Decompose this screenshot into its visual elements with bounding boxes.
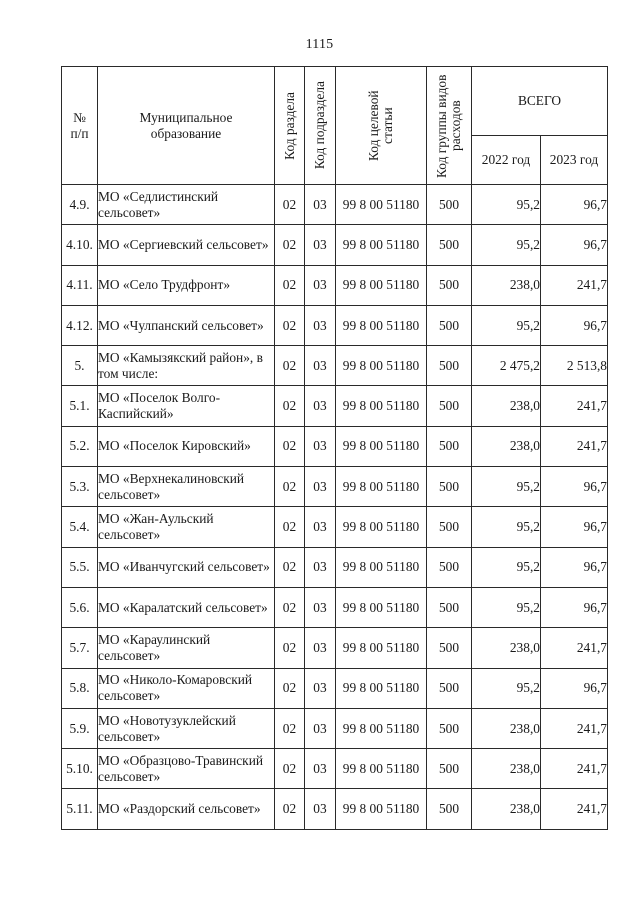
cell-section-code: 02	[275, 587, 305, 627]
cell-num: 5.5.	[62, 547, 98, 587]
table-row	[62, 346, 608, 386]
cell-target-code: 99 8 00 51180	[336, 467, 427, 507]
cell-section-code: 02	[275, 547, 305, 587]
cell-section-code: 02	[275, 346, 305, 386]
header-target-code-label: Код целевой статьи	[366, 90, 395, 161]
cell-expense-group: 500	[427, 346, 472, 386]
cell-num: 4.12.	[62, 305, 98, 345]
header-total-label: ВСЕГО	[517, 93, 562, 108]
cell-section-code: 02	[275, 185, 305, 225]
cell-target-code: 99 8 00 51180	[336, 225, 427, 265]
cell-section-code: 02	[275, 225, 305, 265]
cell-subsection-code: 03	[305, 426, 336, 466]
cell-municipality: МО «Село Трудфронт»	[98, 265, 275, 305]
cell-value-2022: 95,2	[472, 507, 541, 547]
cell-target-code: 99 8 00 51180	[336, 708, 427, 748]
cell-section-code: 02	[275, 668, 305, 708]
table-row	[62, 547, 608, 587]
cell-expense-group: 500	[427, 426, 472, 466]
table-header	[62, 67, 608, 185]
header-num	[62, 67, 98, 185]
header-year-2023	[541, 136, 608, 185]
cell-municipality: МО «Верхнекалиновский сельсовет»	[98, 467, 275, 507]
header-num-label: № п/п	[70, 109, 89, 141]
cell-target-code: 99 8 00 51180	[336, 628, 427, 668]
cell-municipality: МО «Николо-Комаровский сельсовет»	[98, 668, 275, 708]
cell-value-2022: 238,0	[472, 628, 541, 668]
cell-municipality: МО «Иванчугский сельсовет»	[98, 547, 275, 587]
cell-value-2023: 241,7	[541, 265, 608, 305]
cell-subsection-code: 03	[305, 225, 336, 265]
cell-value-2022: 95,2	[472, 185, 541, 225]
cell-section-code: 02	[275, 426, 305, 466]
cell-value-2023: 96,7	[541, 467, 608, 507]
cell-expense-group: 500	[427, 547, 472, 587]
cell-municipality: МО «Сергиевский сельсовет»	[98, 225, 275, 265]
cell-target-code: 99 8 00 51180	[336, 668, 427, 708]
header-year-2022-label: 2022 год	[481, 152, 531, 167]
cell-value-2023: 241,7	[541, 386, 608, 426]
cell-expense-group: 500	[427, 749, 472, 789]
table-row	[62, 426, 608, 466]
cell-municipality: МО «Поселок Кировский»	[98, 426, 275, 466]
cell-subsection-code: 03	[305, 749, 336, 789]
cell-municipality: МО «Новотузуклейский сельсовет»	[98, 708, 275, 748]
cell-value-2022: 2 475,2	[472, 346, 541, 386]
cell-section-code: 02	[275, 507, 305, 547]
cell-subsection-code: 03	[305, 346, 336, 386]
cell-value-2022: 95,2	[472, 467, 541, 507]
table-row	[62, 789, 608, 829]
cell-subsection-code: 03	[305, 265, 336, 305]
cell-value-2023: 96,7	[541, 547, 608, 587]
cell-value-2023: 96,7	[541, 587, 608, 627]
cell-value-2023: 241,7	[541, 789, 608, 829]
header-subsection-code-label: Код подраздела	[312, 81, 327, 170]
cell-municipality: МО «Образцово-Травинский сельсовет»	[98, 749, 275, 789]
cell-section-code: 02	[275, 265, 305, 305]
cell-subsection-code: 03	[305, 185, 336, 225]
cell-value-2022: 95,2	[472, 547, 541, 587]
cell-section-code: 02	[275, 749, 305, 789]
cell-target-code: 99 8 00 51180	[336, 386, 427, 426]
cell-value-2023: 2 513,8	[541, 346, 608, 386]
cell-value-2022: 238,0	[472, 708, 541, 748]
cell-num: 5.3.	[62, 467, 98, 507]
cell-num: 5.11.	[62, 789, 98, 829]
table-row	[62, 305, 608, 345]
cell-expense-group: 500	[427, 225, 472, 265]
cell-section-code: 02	[275, 708, 305, 748]
cell-municipality: МО «Каралатский сельсовет»	[98, 587, 275, 627]
header-target-code	[336, 67, 427, 185]
header-section-code-label: Код раздела	[281, 91, 297, 160]
cell-value-2023: 96,7	[541, 185, 608, 225]
cell-expense-group: 500	[427, 386, 472, 426]
cell-target-code: 99 8 00 51180	[336, 789, 427, 829]
cell-value-2023: 96,7	[541, 225, 608, 265]
cell-subsection-code: 03	[305, 305, 336, 345]
cell-value-2023: 96,7	[541, 305, 608, 345]
cell-value-2023: 241,7	[541, 708, 608, 748]
cell-subsection-code: 03	[305, 708, 336, 748]
cell-num: 5.7.	[62, 628, 98, 668]
cell-value-2022: 238,0	[472, 789, 541, 829]
cell-target-code: 99 8 00 51180	[336, 587, 427, 627]
cell-target-code: 99 8 00 51180	[336, 426, 427, 466]
cell-value-2022: 95,2	[472, 305, 541, 345]
cell-value-2023: 241,7	[541, 749, 608, 789]
cell-target-code: 99 8 00 51180	[336, 185, 427, 225]
cell-section-code: 02	[275, 628, 305, 668]
cell-expense-group: 500	[427, 628, 472, 668]
cell-municipality: МО «Камызякский район», в том числе:	[98, 346, 275, 386]
header-expense-group-code-label: Код группы видов расходов	[434, 73, 463, 178]
cell-target-code: 99 8 00 51180	[336, 265, 427, 305]
cell-municipality: МО «Седлистинский сельсовет»	[98, 185, 275, 225]
cell-num: 5.4.	[62, 507, 98, 547]
table-row	[62, 467, 608, 507]
cell-subsection-code: 03	[305, 628, 336, 668]
cell-municipality: МО «Чулпанский сельсовет»	[98, 305, 275, 345]
cell-subsection-code: 03	[305, 547, 336, 587]
cell-target-code: 99 8 00 51180	[336, 507, 427, 547]
cell-value-2023: 241,7	[541, 426, 608, 466]
table-row	[62, 587, 608, 627]
cell-value-2022: 95,2	[472, 225, 541, 265]
cell-num: 5.10.	[62, 749, 98, 789]
cell-num: 5.9.	[62, 708, 98, 748]
cell-municipality: МО «Поселок Волго-Каспийский»	[98, 386, 275, 426]
cell-target-code: 99 8 00 51180	[336, 547, 427, 587]
table-row	[62, 749, 608, 789]
cell-municipality: МО «Караулинский сельсовет»	[98, 628, 275, 668]
cell-num: 4.9.	[62, 185, 98, 225]
table-row	[62, 708, 608, 748]
header-municipality	[98, 67, 275, 185]
header-total	[472, 67, 608, 136]
header-subsection-code	[305, 67, 336, 185]
cell-num: 4.11.	[62, 265, 98, 305]
table-body	[62, 185, 608, 830]
table-row	[62, 628, 608, 668]
cell-target-code: 99 8 00 51180	[336, 749, 427, 789]
cell-section-code: 02	[275, 789, 305, 829]
cell-expense-group: 500	[427, 467, 472, 507]
cell-subsection-code: 03	[305, 507, 336, 547]
header-municipality-label: Муниципальное образование	[139, 109, 233, 141]
header-expense-group-code	[427, 67, 472, 185]
cell-municipality: МО «Жан-Аульский сельсовет»	[98, 507, 275, 547]
table-row	[62, 386, 608, 426]
cell-expense-group: 500	[427, 185, 472, 225]
table-row	[62, 185, 608, 225]
cell-expense-group: 500	[427, 668, 472, 708]
cell-value-2022: 95,2	[472, 587, 541, 627]
cell-num: 5.1.	[62, 386, 98, 426]
cell-num: 5.8.	[62, 668, 98, 708]
cell-target-code: 99 8 00 51180	[336, 346, 427, 386]
cell-value-2023: 96,7	[541, 668, 608, 708]
cell-subsection-code: 03	[305, 789, 336, 829]
cell-section-code: 02	[275, 467, 305, 507]
cell-value-2022: 95,2	[472, 668, 541, 708]
cell-municipality: МО «Раздорский сельсовет»	[98, 789, 275, 829]
page-number: 1115	[305, 37, 334, 52]
budget-table	[61, 66, 608, 830]
cell-num: 5.	[62, 346, 98, 386]
header-year-2023-label: 2023 год	[549, 152, 599, 167]
cell-expense-group: 500	[427, 507, 472, 547]
cell-value-2022: 238,0	[472, 265, 541, 305]
cell-expense-group: 500	[427, 305, 472, 345]
cell-expense-group: 500	[427, 789, 472, 829]
cell-subsection-code: 03	[305, 467, 336, 507]
cell-subsection-code: 03	[305, 587, 336, 627]
table-row	[62, 225, 608, 265]
cell-value-2022: 238,0	[472, 749, 541, 789]
cell-num: 5.6.	[62, 587, 98, 627]
header-section-code	[275, 67, 305, 185]
cell-num: 4.10.	[62, 225, 98, 265]
cell-value-2022: 238,0	[472, 386, 541, 426]
header-year-2022	[472, 136, 541, 185]
cell-value-2023: 241,7	[541, 628, 608, 668]
cell-value-2023: 96,7	[541, 507, 608, 547]
cell-num: 5.2.	[62, 426, 98, 466]
cell-target-code: 99 8 00 51180	[336, 305, 427, 345]
cell-expense-group: 500	[427, 587, 472, 627]
cell-subsection-code: 03	[305, 386, 336, 426]
cell-value-2022: 238,0	[472, 426, 541, 466]
table-row	[62, 265, 608, 305]
table-row	[62, 668, 608, 708]
cell-expense-group: 500	[427, 708, 472, 748]
cell-section-code: 02	[275, 305, 305, 345]
table-row	[62, 507, 608, 547]
cell-expense-group: 500	[427, 265, 472, 305]
cell-subsection-code: 03	[305, 668, 336, 708]
cell-section-code: 02	[275, 386, 305, 426]
